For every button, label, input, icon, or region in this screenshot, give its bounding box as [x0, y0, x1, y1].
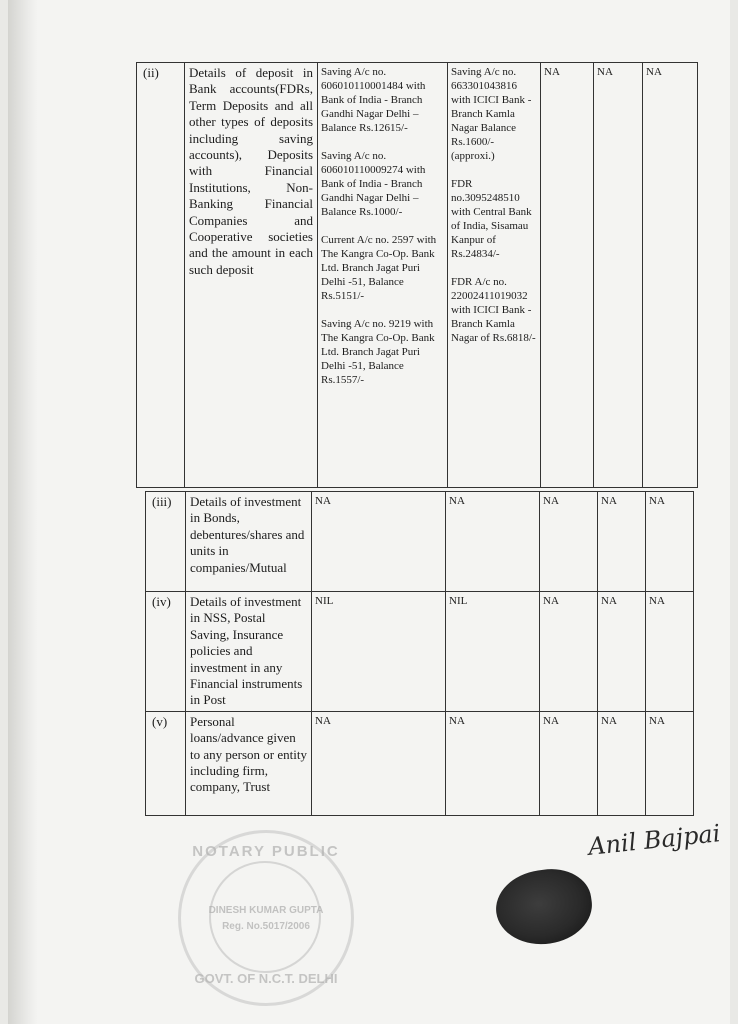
document-page — [8, 0, 730, 1024]
table-row — [146, 711, 694, 815]
row-description: Details of deposit in Bank accounts(FDRs, Term Deposits and all other types of deposits including saving accounts), Deposits with Financial Institutions, Non-Banking Financial Companies and Cooperative societies and the amount in each such deposit — [185, 63, 318, 488]
notary-stamp — [178, 830, 354, 1006]
stamp-inner-ring — [209, 861, 321, 973]
dependent-1-cell: NA — [540, 592, 598, 712]
deposit-entry: Saving A/c no. 663301043816 with ICICI Bank - Branch Kamla Nagar Balance Rs.1600/- (approxi.) — [451, 66, 532, 162]
page-fold-shadow — [8, 0, 38, 1024]
stamp-authority: GOVT. OF N.C.T. DELHI — [194, 971, 338, 986]
deposit-entry: FDR A/c no. 22002411019032 with ICICI Bank - Branch Kamla Nagar of Rs.6818/- — [451, 276, 536, 344]
table-row — [146, 592, 694, 712]
row-number: (iii) — [146, 492, 186, 592]
assets-table-part-1 — [136, 62, 698, 488]
row-number: (ii) — [137, 63, 185, 488]
assets-table-part-2 — [145, 491, 694, 816]
dependent-3-cell: NA — [643, 63, 698, 488]
dependent-1-cell: NA — [540, 711, 598, 815]
thumbprint-icon — [491, 864, 596, 951]
table-row — [137, 63, 698, 488]
deposit-entry: Current A/c no. 2597 with The Kangra Co-Op. Bank Ltd. Branch Jagat Puri Delhi -51, Balance Rs.5151/- — [321, 234, 437, 302]
row-description: Details of investment in Bonds, debentures/shares and units in companies/Mutual — [186, 492, 312, 592]
dependent-3-cell: NA — [646, 592, 694, 712]
spouse-cell: NIL — [446, 592, 540, 712]
spouse-cell: NA — [446, 711, 540, 815]
signature: Anil Bajpai — [586, 819, 722, 861]
dependent-1-cell: NA — [540, 492, 598, 592]
dependent-3-cell: NA — [646, 492, 694, 592]
dependent-2-cell: NA — [598, 592, 646, 712]
self-cell: NA — [312, 711, 446, 815]
self-deposits-cell — [318, 63, 448, 488]
deposit-entry: Saving A/c no. 9219 with The Kangra Co-Op. Bank Ltd. Branch Jagat Puri Delhi -51, Balance Rs.1557/- — [321, 318, 435, 386]
dependent-1-cell: NA — [541, 63, 594, 488]
row-number: (v) — [146, 711, 186, 815]
dependent-2-cell: NA — [598, 492, 646, 592]
stamp-reg: Reg. No.5017/2006 — [222, 921, 310, 932]
row-description: Personal loans/advance given to any person or entity including firm, company, Trust — [186, 711, 312, 815]
row-description: Details of investment in NSS, Postal Saving, Insurance policies and investment in any Financial instruments in Post — [186, 592, 312, 712]
self-cell: NA — [312, 492, 446, 592]
stamp-title: NOTARY PUBLIC — [192, 843, 340, 860]
dependent-2-cell: NA — [594, 63, 643, 488]
row-number: (iv) — [146, 592, 186, 712]
deposit-entry: Saving A/c no. 606010110001484 with Bank of India - Branch Gandhi Nagar Delhi – Balance Rs.12615/- — [321, 66, 426, 134]
spouse-cell: NA — [446, 492, 540, 592]
self-cell: NIL — [312, 592, 446, 712]
dependent-2-cell: NA — [598, 711, 646, 815]
table-row — [146, 492, 694, 592]
spouse-deposits-cell — [448, 63, 541, 488]
deposit-entry: FDR no.3095248510 with Central Bank of India, Sisamau Kanpur of Rs.24834/- — [451, 178, 532, 260]
dependent-3-cell: NA — [646, 711, 694, 815]
deposit-entry: Saving A/c no. 606010110009274 with Bank of India - Branch Gandhi Nagar Delhi – Balance Rs.1000/- — [321, 150, 426, 218]
stamp-name: DINESH KUMAR GUPTA — [208, 905, 324, 916]
